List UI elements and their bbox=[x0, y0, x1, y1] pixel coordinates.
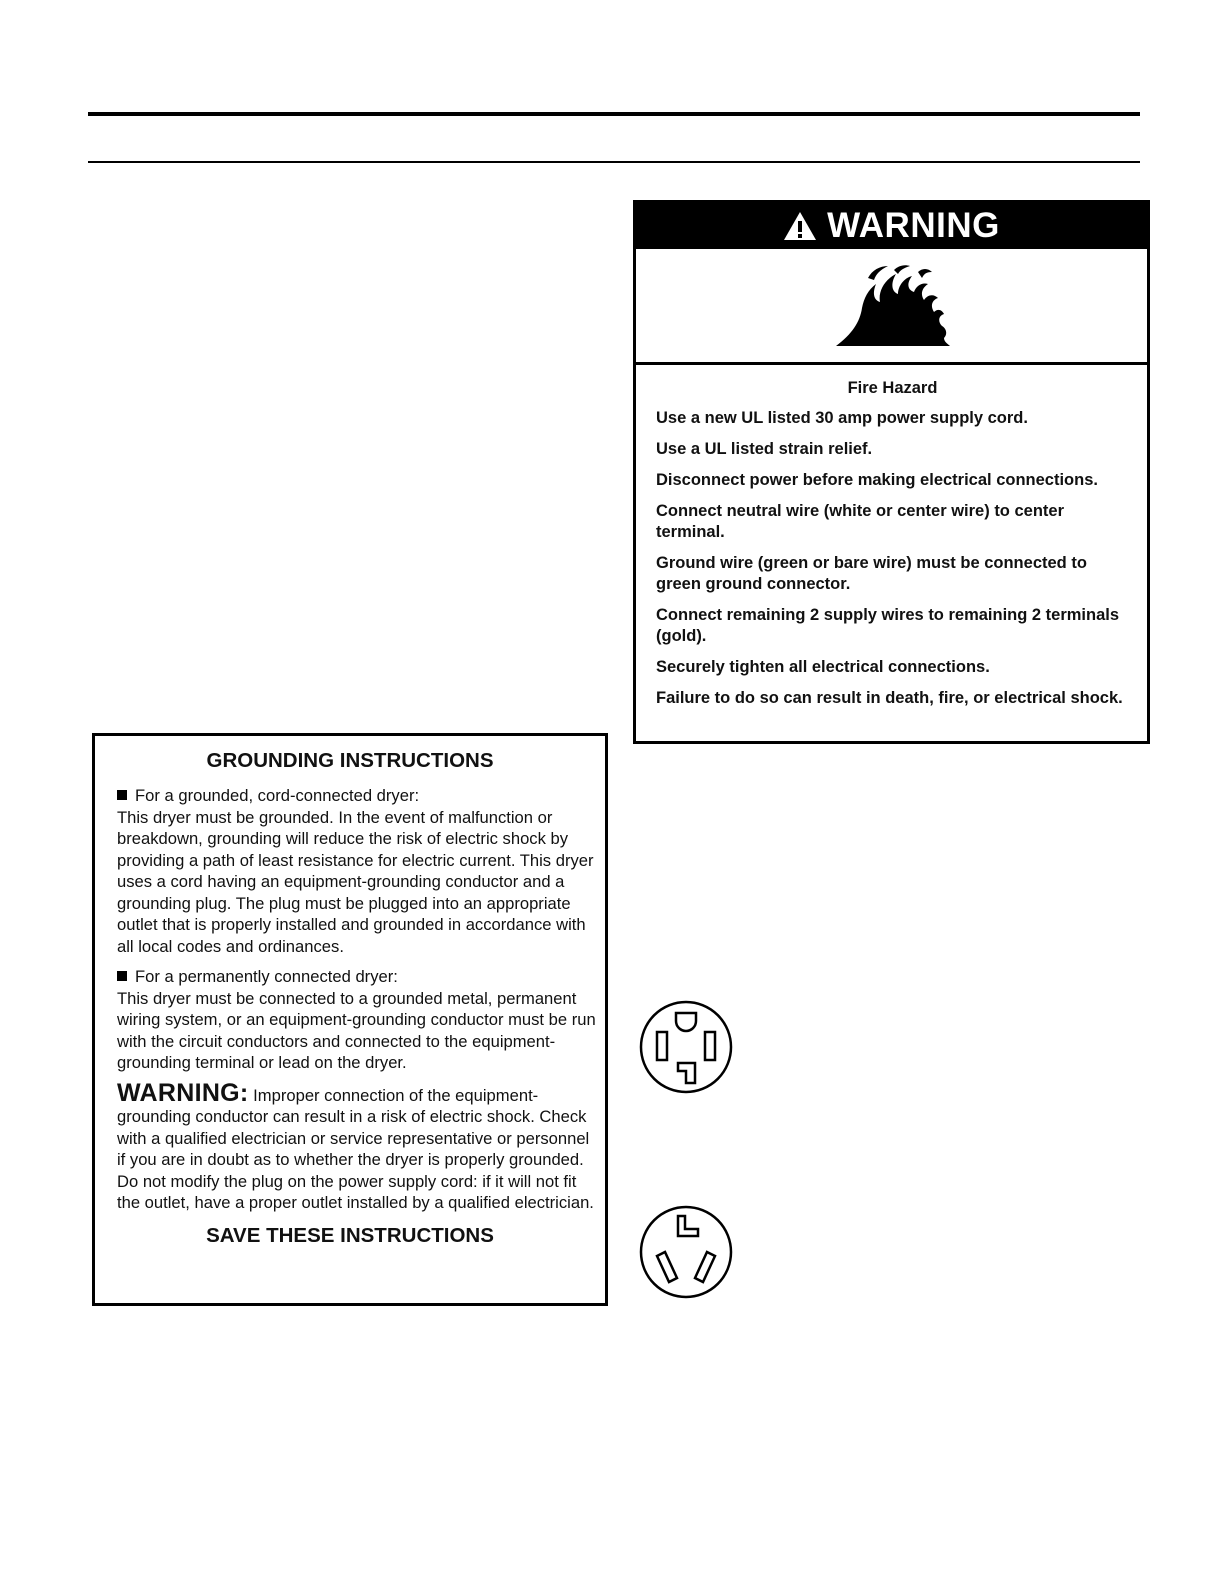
cord-connected-text: This dryer must be grounded. In the event of malfunction or breakdown, grounding will reduce the risk of electric shock by providing a path of least resistance for electric current. This dryer uses a cord having an equipment-grounding conductor and a grounding plug. The plug must be plugged into an appropriate outlet that is properly installed and grounded in accordance with all local codes and ordinances. bbox=[117, 807, 594, 956]
warning-line: Use a new UL listed 30 amp power supply cord. bbox=[656, 409, 1028, 427]
fire-hazard-icon bbox=[832, 264, 952, 348]
grounding-instructions-box bbox=[92, 733, 608, 1306]
warning-line: Failure to do so can result in death, fire, or electrical shock. bbox=[656, 689, 1123, 707]
cord-heading-text: For a grounded, cord-connected dryer: bbox=[135, 786, 420, 805]
cord-connected-section bbox=[117, 785, 597, 957]
save-instructions: SAVE THESE INSTRUCTIONS bbox=[206, 1223, 494, 1247]
grounding-warning-section bbox=[117, 1078, 597, 1214]
top-rule-thick bbox=[88, 112, 1140, 116]
3-wire-outlet-icon bbox=[638, 1204, 734, 1300]
cord-connected-heading bbox=[117, 785, 597, 807]
warning-line: Connect remaining 2 supply wires to remaining 2 terminals (gold). bbox=[656, 606, 1120, 645]
permanent-connected-text: This dryer must be connected to a grounded metal, permanent wiring system, or an equipment-grounding conductor must be run with the circuit conductors and connected to the equipment-grounding terminal or lead on the dryer. bbox=[117, 988, 596, 1072]
top-rule-thin bbox=[88, 161, 1140, 163]
warning-body bbox=[636, 365, 1147, 709]
fire-icon-area bbox=[636, 249, 1147, 365]
warning-line: Ground wire (green or bare wire) must be connected to green ground connector. bbox=[656, 554, 1087, 593]
warning-line: Securely tighten all electrical connections. bbox=[656, 658, 990, 676]
warning-line: Disconnect power before making electrical connections. bbox=[656, 471, 1098, 489]
warning-header bbox=[636, 203, 1147, 249]
grounding-title: GROUNDING INSTRUCTIONS bbox=[206, 749, 494, 772]
4-wire-outlet-icon bbox=[638, 999, 734, 1095]
grounding-warning-text: Improper connection of the equipment-grounding conductor can result in a risk of electric shock. Check with a qualified electrician or service representative or personnel if you are in doubt as to whether the dryer is properly grounded. Do not modify the plug on the power supply cord: if it will not fit the outlet, have a proper outlet installed by a qualified electrician. bbox=[117, 1085, 594, 1212]
fire-hazard-title: Fire Hazard bbox=[847, 379, 938, 397]
warning-header-text: WARNING bbox=[827, 206, 1000, 245]
warning-line: Use a UL listed strain relief. bbox=[656, 440, 873, 458]
grounding-warning-label: WARNING: bbox=[117, 1078, 249, 1107]
perm-heading-text: For a permanently connected dryer: bbox=[135, 967, 398, 986]
permanent-connected-heading bbox=[117, 966, 597, 988]
bullet-square-icon bbox=[117, 790, 127, 800]
warning-line: Connect neutral wire (white or center wire) to center terminal. bbox=[656, 502, 1064, 541]
bullet-square-icon bbox=[117, 971, 127, 981]
fire-hazard-warning-box bbox=[633, 200, 1150, 744]
permanent-connected-section bbox=[117, 966, 597, 1074]
warning-triangle-icon bbox=[783, 211, 817, 241]
